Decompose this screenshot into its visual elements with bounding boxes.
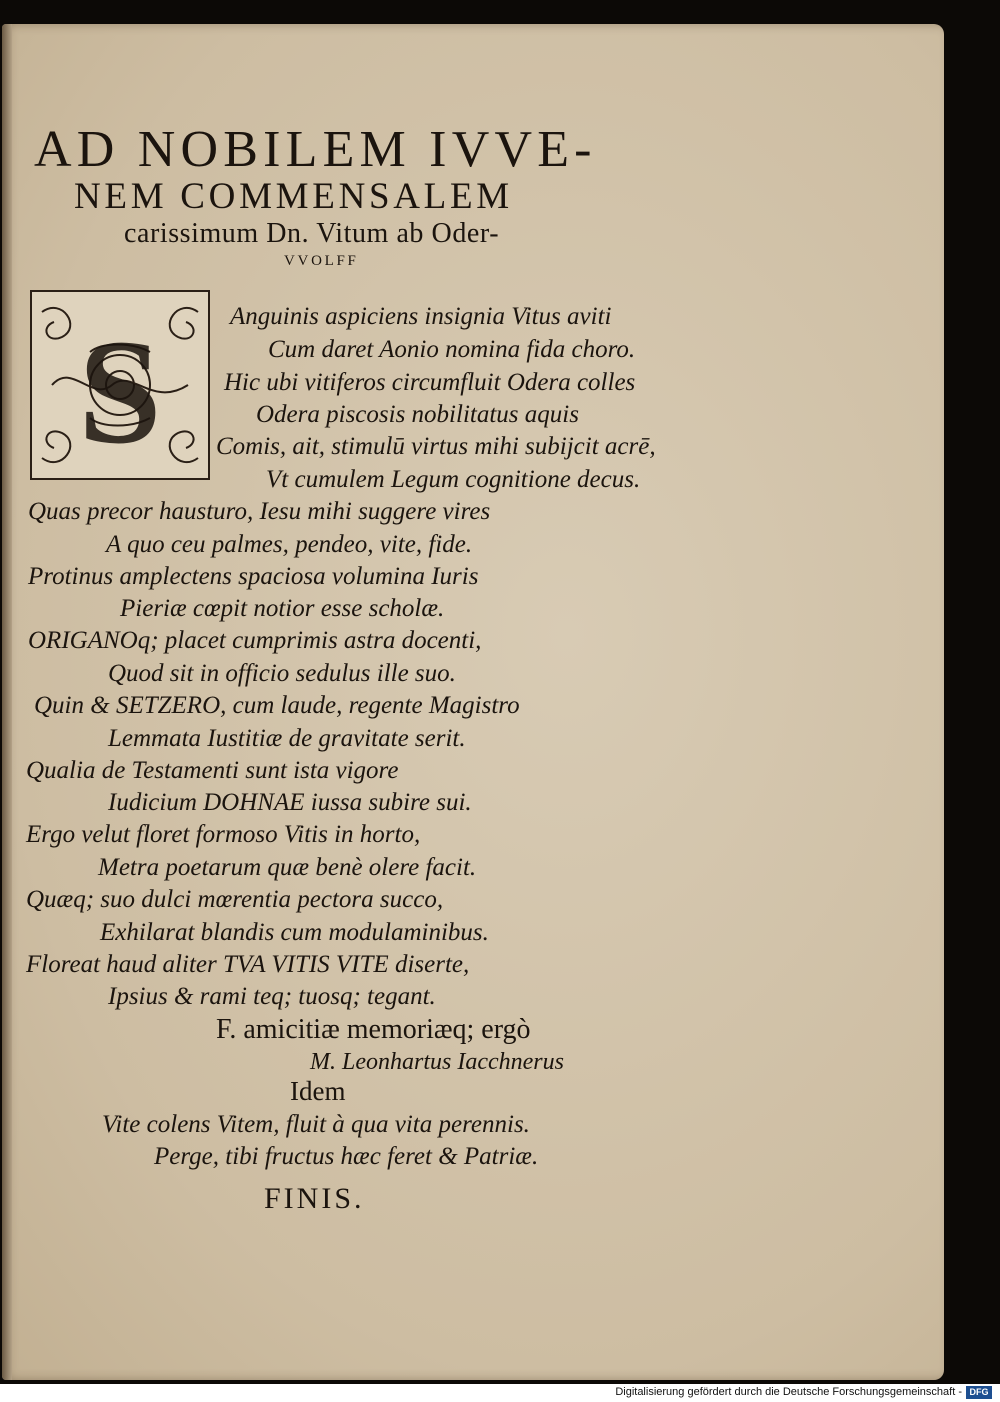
poem-line-7: Quas precor hausturo, Iesu mihi suggere vires — [28, 498, 491, 525]
heading-line-2: NEM COMMENSALEM — [74, 176, 513, 217]
initial-letter: S — [78, 309, 162, 475]
footer-credit-text: Digitalisierung gefördert durch die Deutsche Forschungsgemeinschaft - — [615, 1386, 962, 1398]
poem-line-6: Vt cumulem Legum cognitione decus. — [266, 466, 641, 493]
poem-line-10: Pieriæ cœpit notior esse scholæ. — [120, 595, 445, 622]
epigram-line-2: Perge, tibi fructus hæc feret & Patriæ. — [154, 1143, 539, 1170]
poem-line-5: Comis, ait, stimulū virtus mihi subijcit acrē, — [216, 433, 656, 460]
poem-line-20: Exhilarat blandis cum modulaminibus. — [100, 919, 489, 946]
poem-line-21: Floreat haud aliter TVA VITIS VITE diserte, — [26, 951, 470, 978]
heading-line-4: VVOLFF — [284, 253, 359, 269]
poem-line-9: Protinus amplectens spaciosa volumina Iuris — [28, 563, 479, 590]
epigram-line-1: Vite colens Vitem, fluit à qua vita perennis. — [102, 1111, 530, 1138]
poem-line-1: Anguinis aspiciens insignia Vitus aviti — [230, 303, 612, 330]
poem-line-4: Odera piscosis nobilitatus aquis — [256, 401, 579, 428]
heading-line-3: carissimum Dn. Vitum ab Oder- — [124, 218, 500, 249]
idem-heading: Idem — [290, 1076, 346, 1106]
poem-line-13: Quin & SETZERO, cum laude, regente Magistro — [34, 692, 520, 719]
page-gutter — [2, 24, 12, 1380]
decorated-initial — [30, 290, 210, 480]
dedication-line: F. amicitiæ memoriæq; ergò — [216, 1014, 531, 1045]
poem-line-3: Hic ubi vitiferos circumfluit Odera colles — [224, 369, 636, 396]
heading-line-1: AD NOBILEM IVVE- — [34, 121, 597, 178]
poem-line-16: Iudicium DOHNAE iussa subire sui. — [108, 789, 472, 816]
poem-line-22: Ipsius & rami teq; tuosq; tegant. — [108, 983, 436, 1010]
finis-text: FINIS. — [264, 1182, 365, 1215]
ornament-initial-icon — [32, 292, 208, 478]
poem-line-17: Ergo velut floret formoso Vitis in horto, — [26, 821, 421, 848]
poem-line-15: Qualia de Testamenti sunt ista vigore — [26, 757, 399, 784]
poem-line-18: Metra poetarum quæ benè olere facit. — [98, 854, 477, 881]
book-page — [2, 24, 944, 1380]
poem-line-2: Cum daret Aonio nomina fida choro. — [268, 336, 636, 363]
dfg-logo-icon: DFG — [966, 1386, 992, 1399]
poem-line-19: Quæq; suo dulci mœrentia pectora succo, — [26, 886, 444, 913]
poem-line-14: Lemmata Iustitiæ de gravitate serit. — [108, 725, 466, 752]
poem-line-8: A quo ceu palmes, pendeo, vite, fide. — [106, 531, 473, 558]
footer-banner — [0, 1384, 1000, 1402]
dedication-author: M. Leonhartus Iacchnerus — [310, 1049, 564, 1075]
poem-line-12: Quod sit in officio sedulus ille suo. — [108, 660, 456, 687]
poem-line-11: ORIGANOq; placet cumprimis astra docenti, — [28, 627, 482, 654]
